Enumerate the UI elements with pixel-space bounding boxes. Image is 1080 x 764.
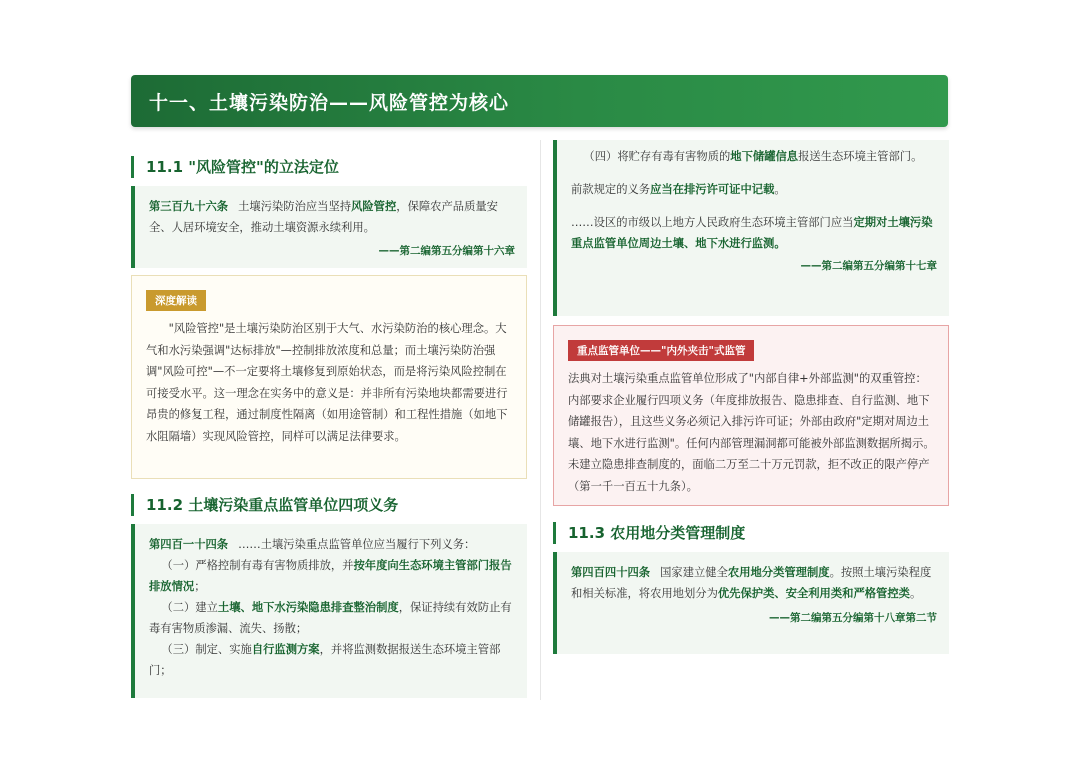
text-span: ，保证持续有效防止有毒有害物质渗漏、流失、扬散； [149,601,512,635]
text-span: 土壤污染防治应当坚持 [238,200,352,213]
text-span: ，保障农产品质量安全、人居环境安全，推动土壤资源永续利用。 [149,200,498,234]
text-span: 。按照土壤污染程度和相关标准，将农用地划分为 [571,566,932,600]
text-span: （三）制定、实施 [161,643,252,656]
keyword: 土壤、地下水污染隐患排查整治制度 [217,601,399,614]
title-banner [131,75,948,127]
keyword: 应当在排污许可证中记载 [650,183,775,196]
section-heading-11-2: 11.2 土壤污染重点监管单位四项义务 [131,494,398,516]
article-444-quote [553,552,949,654]
text-span: 前款规定的义务 [571,183,651,196]
section-heading-11-3: 11.3 农用地分类管理制度 [553,522,745,544]
supervision-card [553,325,949,506]
keyword: 定期对土壤污染重点监管单位周边土壤、地下水进行监测。 [571,216,933,250]
text-span: 报送生态环境主管部门。 [798,150,923,163]
source-citation: ——第二编第五分编第十六章 [378,245,515,257]
article-number: 第四百四十四条 [571,566,651,579]
keyword: 风险管控 [351,200,397,213]
text-span: 国家建立健全 [660,566,728,579]
text-span: ……设区的市级以上地方人民政府生态环境主管部门应当 [571,216,854,229]
article-396-quote [131,186,527,268]
source-citation: ——第二编第五分编第十七章 [800,260,937,272]
supervision-tag: 重点监管单位——"内外夹击"式监管 [568,340,754,361]
article-414-quote [131,524,527,698]
article-444-text [571,562,937,604]
text-span: 。 [774,183,786,196]
text-span: 。 [909,587,922,600]
text-span: （一）严格控制有毒有害物质排放，并 [161,559,354,572]
keyword: 自行监测方案 [251,643,320,656]
section-heading-11-1: 11.1 "风险管控"的立法定位 [131,156,339,178]
obligation-item-3 [149,639,515,681]
article-414-intro [149,534,515,555]
text-span: （二）建立 [161,601,218,614]
permit-paragraph [571,179,937,200]
text-span: ……土壤污染重点监管单位应当履行下列义务： [238,538,476,551]
monitoring-paragraph [571,212,937,254]
article-414-continued-quote [553,140,949,316]
obligation-item-4 [571,146,937,167]
text-span: （四）将贮存有毒有害物质的 [583,150,731,163]
interpretation-body: "风险管控"是土壤污染防治区别于大气、水污染防治的核心理念。大气和水污染强调"达标排放"—控制排放浓度和总量；而土壤污染防治强调"风险可控"—不一定要将土壤修复到原始状态，而是将污染风险控制在可接受水平。这一理念在实务中的意义是：并非所有污染地块都需要进行昂贵的修复工程，通过制度性隔离（如用途管制）和工程性措施（如地下水阻隔墙）实现风险管控，同样可以满足法律要求。 [146,322,508,443]
article-number: 第四百一十四条 [149,538,229,551]
page-title: 十一、土壤污染防治——风险管控为核心 [149,92,510,114]
interpretation-tag: 深度解读 [146,290,206,311]
interpretation-card [131,275,527,479]
obligation-item-1 [149,555,515,597]
article-number: 第三百九十六条 [149,200,229,213]
keyword: 优先保护类、安全利用类和严格管控类 [717,587,910,600]
article-396-text [149,196,515,238]
keyword: 农用地分类管理制度 [727,566,830,579]
column-divider [540,140,541,700]
text-span: ，并将监测数据报送生态环境主管部门； [149,643,501,677]
keyword: 按年度向生态环境主管部门报告排放情况 [149,559,512,593]
source-citation: ——第二编第五分编第十八章第二节 [769,612,937,624]
obligation-item-2 [149,597,515,639]
text-span: ； [194,580,206,593]
supervision-body: 法典对土壤污染重点监管单位形成了"内部自律+外部监测"的双重管控：内部要求企业履行四项义务（年度排放报告、隐患排查、自行监测、地下储罐报告），且这些义务必须记入排污许可证；外部由政府"定期对周边土壤、地下水进行监测"。任何内部管理漏洞都可能被外部监测数据所揭示。未建立隐患排查制度的，面临二万至二十万元罚款，拒不改正的限产停产（第一千一百五十九条）。 [568,372,935,493]
keyword: 地下储罐信息 [730,150,799,163]
